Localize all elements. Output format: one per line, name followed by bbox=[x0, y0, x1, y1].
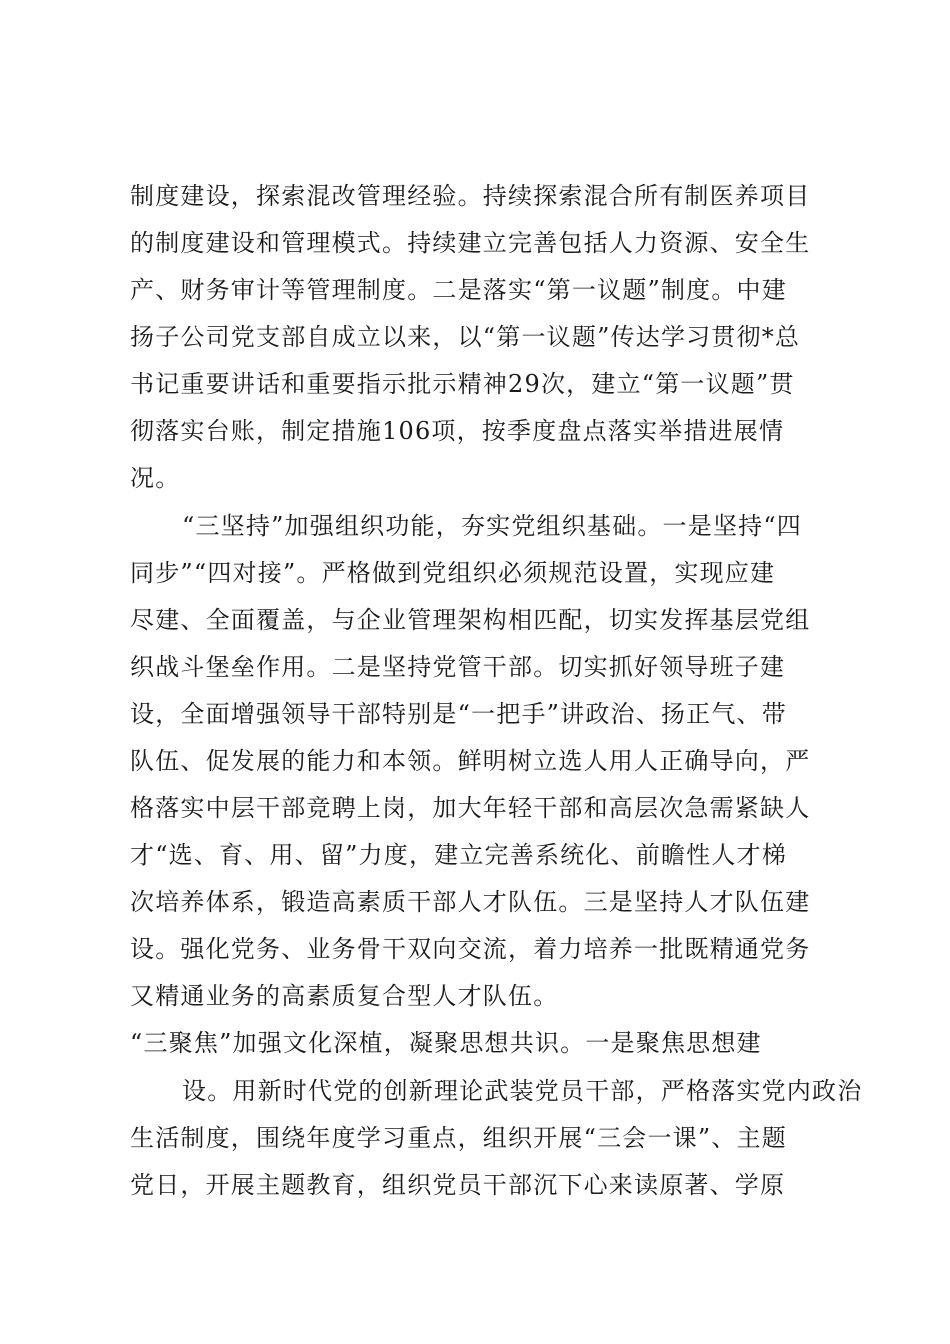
text-line: 格落实中层干部竞聘上岗，加大年轻干部和高层次急需紧缺人 bbox=[130, 794, 811, 822]
text-line: 产、财务审计等管理制度。二是落实“第一议题”制度。中建 bbox=[130, 276, 787, 304]
text-line: 才“选、育、用、留”力度，建立完善系统化、前瞻性人才梯 bbox=[130, 841, 787, 869]
text-line: 设，全面增强领导干部特别是“一把手”讲政治、扬正气、带 bbox=[130, 700, 787, 728]
text-line: 织战斗堡垒作用。二是坚持党管干部。切实抓好领导班子建 bbox=[130, 653, 786, 681]
text-line: 扬子公司党支部自成立以来，以“第一议题”传达学习贯彻*总 bbox=[130, 323, 801, 351]
text-line: 彻落实台账，制定措施106项，按季度盘点落实举措进展情 bbox=[130, 417, 785, 445]
text-line: 设。强化党务、业务骨干双向交流，着力培养一批既精通党务 bbox=[130, 935, 811, 963]
paragraph-heading-line: 设。用新时代党的创新理论武装党员干部，严格落实党内政治 bbox=[182, 1077, 863, 1105]
text-line: 生活制度，围绕年度学习重点，组织开展“三会一课”、主题 bbox=[130, 1124, 787, 1152]
paragraph-heading-line: “三坚持”加强组织功能，夯实党组织基础。一是坚持“四 bbox=[182, 512, 803, 540]
text-line: 又精通业务的高素质复合型人才队伍。 bbox=[130, 982, 559, 1010]
text-line: 次培养体系，锻造高素质干部人才队伍。三是坚持人才队伍建 bbox=[130, 888, 811, 916]
text-line: 党日，开展主题教育，组织党员干部沉下心来读原著、学原 bbox=[130, 1171, 786, 1199]
text-line: 队伍、促发展的能力和本领。鲜明树立选人用人正确导向，严 bbox=[130, 747, 811, 775]
text-line: 制度建设，探索混改管理经验。持续探索混合所有制医养项目 bbox=[130, 182, 811, 210]
text-line: 同步”“四对接”。严格做到党组织必须规范设置，实现应建 bbox=[130, 559, 776, 587]
text-line: 尽建、全面覆盖，与企业管理架构相匹配，切实发挥基层党组 bbox=[130, 606, 811, 634]
text-line: 书记重要讲话和重要指示批示精神29次，建立“第一议题”贯 bbox=[130, 370, 795, 398]
text-line: 的制度建设和管理模式。持续建立完善包括人力资源、安全生 bbox=[130, 229, 811, 257]
text-line: “三聚焦”加强文化深植，凝聚思想共识。一是聚焦思想建 bbox=[130, 1029, 762, 1057]
text-line: 况。 bbox=[130, 464, 181, 492]
